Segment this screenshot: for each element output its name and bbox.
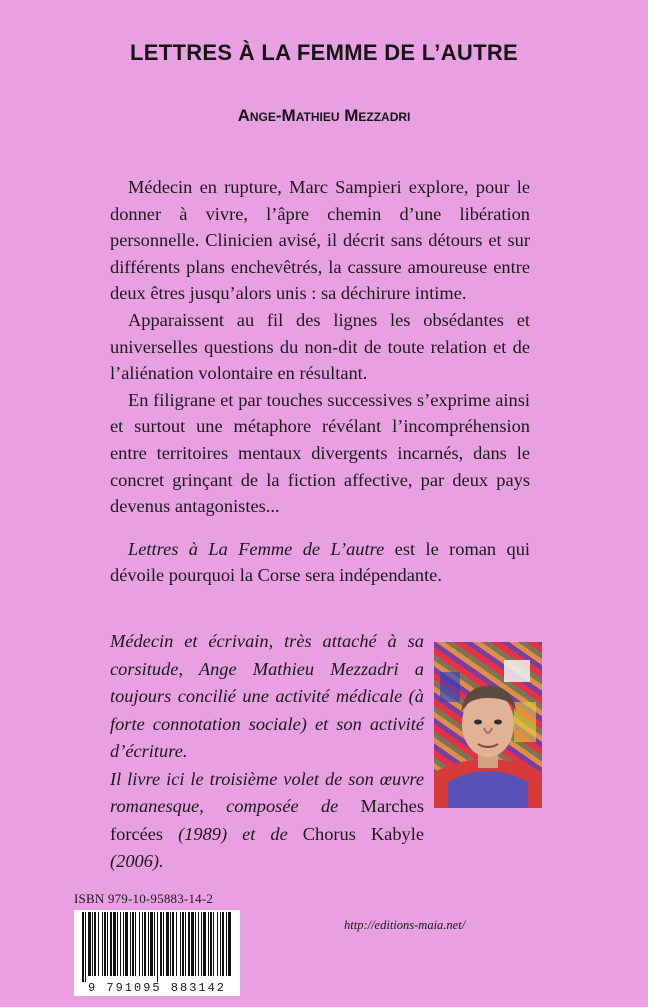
barcode-bar	[203, 912, 206, 976]
barcode-bar	[226, 912, 227, 976]
barcode-bar	[182, 912, 184, 976]
barcode-bar	[107, 912, 108, 976]
barcode-bar	[123, 912, 124, 976]
book-title: LETTRES À LA FEMME DE L’AUTRE	[130, 40, 518, 65]
barcode-bars	[74, 910, 240, 984]
tagline-text: est le roman qui dévoile pourquoi la Corse sera indépendante.	[110, 538, 531, 586]
barcode-bar	[94, 912, 96, 976]
barcode-bar	[148, 912, 149, 976]
blurb-tagline	[110, 536, 530, 589]
bio-text: (2006).	[110, 851, 164, 871]
barcode-bar	[208, 912, 209, 976]
author-bio	[110, 628, 424, 876]
barcode-bar	[130, 912, 131, 976]
bio-book-title: Chorus Kabyle	[302, 823, 424, 844]
barcode-bar	[142, 912, 143, 976]
barcode-bar	[104, 912, 106, 976]
barcode-bar	[154, 912, 155, 976]
barcode-bar	[222, 912, 224, 976]
barcode-bar	[210, 912, 212, 976]
bio-book-title: Marches forcées	[110, 796, 424, 844]
barcode-bar	[188, 912, 190, 976]
bio-paragraph	[110, 766, 424, 876]
barcode-bar	[166, 912, 169, 976]
barcode-bar	[180, 912, 181, 976]
blurb-paragraph: En filigrane et par touches successives s’exprime ainsi et surtout une métaphore révélant l’incompréhension entre territoires mentaux divergents incarnés, dans le concret grinçant de la fiction affective, par deux pays devenus antagonistes...	[110, 389, 530, 517]
barcode-bar	[201, 912, 202, 976]
barcode-bar	[144, 912, 146, 976]
barcode-bar	[117, 912, 118, 976]
back-cover-blurb	[110, 174, 530, 589]
barcode-bar	[172, 912, 174, 976]
barcode-bar	[217, 912, 218, 976]
barcode-bar	[88, 912, 91, 976]
barcode-bar	[110, 912, 112, 976]
barcode-bar	[195, 912, 196, 976]
book-author: Ange-Mathieu Mezzadri	[237, 106, 411, 125]
barcode-bar	[120, 912, 121, 976]
barcode-bar	[98, 912, 99, 976]
barcode-bar	[82, 912, 84, 982]
barcode-bar	[135, 912, 136, 976]
bio-paragraph: Médecin et écrivain, très attaché à sa corsitude, Ange Mathieu Mezzadri a toujours concilié une activité médicale (à forte connotation sociale) et son activité d’écriture.	[110, 631, 424, 761]
tagline-book-title: Lettres à La Femme de L’autre	[128, 538, 385, 559]
barcode	[74, 910, 240, 996]
barcode-bar	[163, 912, 164, 976]
barcode-bar	[228, 912, 231, 976]
barcode-bar	[125, 912, 128, 976]
barcode-bar	[198, 912, 199, 976]
barcode-bar	[157, 912, 158, 982]
barcode-bar	[185, 912, 186, 976]
barcode-bar	[113, 912, 116, 976]
barcode-bar	[85, 912, 86, 982]
isbn-label: ISBN 979-10-95883-14-2	[74, 891, 214, 906]
barcode-bar	[139, 912, 140, 976]
bio-text: (1989) et de	[163, 823, 303, 844]
barcode-bar	[102, 912, 103, 976]
bio-text: Il livre ici le troisième volet de son œuvre romanesque, composée de	[110, 768, 424, 816]
barcode-digits: 9 791095 883142	[87, 981, 227, 995]
barcode-bar	[170, 912, 171, 976]
barcode-bar	[220, 912, 221, 976]
barcode-bar	[176, 912, 177, 976]
publisher-website[interactable]: http://editions-maia.net/	[344, 918, 466, 932]
barcode-bar	[160, 912, 162, 976]
blurb-paragraph: Apparaissent au fil des lignes les obsédantes et universelles questions du non-dit de toute relation et de l’aliénation volontaire en résultant.	[110, 309, 530, 384]
barcode-bar	[92, 912, 93, 976]
barcode-bar	[213, 912, 214, 976]
author-photo	[434, 642, 542, 808]
barcode-bar	[150, 912, 153, 976]
barcode-bar	[191, 912, 194, 976]
barcode-bar	[132, 912, 134, 976]
blurb-paragraph: Médecin en rupture, Marc Sampieri explore, pour le donner à vivre, l’âpre chemin d’une libération personnelle. Clinicien avisé, il décrit sans détours et sur différents plans enchevêtrés, la cassure amoureuse entre deux êtres jusqu’alors unis : sa déchirure intime.	[110, 177, 530, 304]
